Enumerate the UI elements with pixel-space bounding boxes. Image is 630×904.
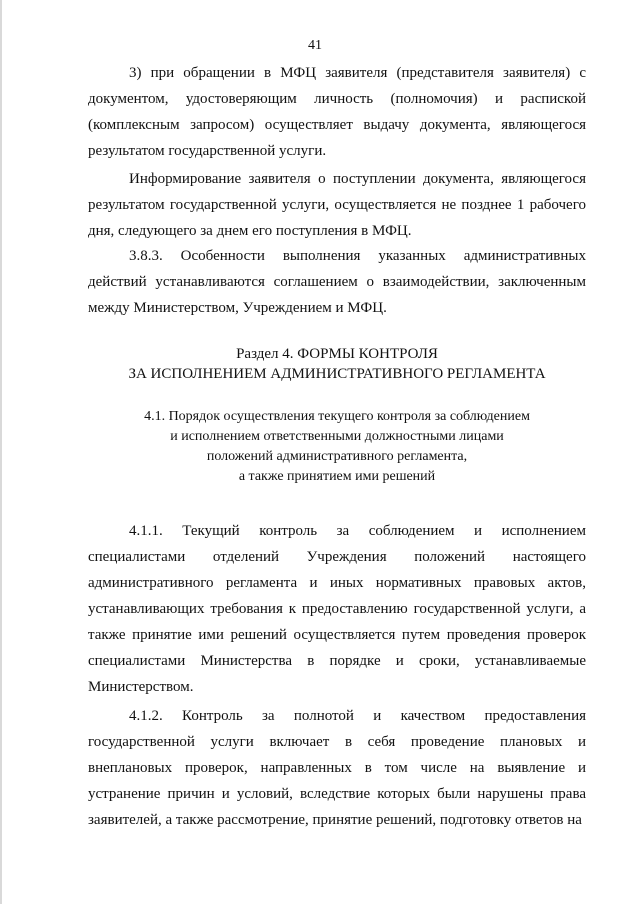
page-number: 41 xyxy=(308,38,322,53)
section-heading-line-1: Раздел 4. ФОРМЫ КОНТРОЛЯ xyxy=(236,346,438,362)
subsection-heading-line-1: 4.1. Порядок осуществления текущего контроля за соблюдением xyxy=(144,409,530,424)
paragraph-2 xyxy=(88,166,586,244)
paragraph-3 xyxy=(88,243,586,321)
section-heading xyxy=(88,344,586,384)
paragraph-4 xyxy=(88,518,586,700)
paragraph-text: 4.1.2. Контроль за полнотой и качеством предоставления государственной услуги включает в себя проведение плановых и внеплановых проверок, направленных в том числе на выявление и устранение причин и условий, вследствие которых были нарушены права заявителей, а также рассмотрение, принятие решений, подготовку ответов на xyxy=(88,708,586,828)
paragraph-text: 3.8.3. Особенности выполнения указанных административных действий устанавливаются соглашением о взаимодействии, заключенным между Министерством, Учреждением и МФЦ. xyxy=(88,248,586,316)
paragraph-text: 3) при обращении в МФЦ заявителя (представителя заявителя) с документом, удостоверяющим личность (полномочия) и распиской (комплексным запросом) осуществляет выдачу документа, являющегося результатом государственной услуги. xyxy=(88,65,586,159)
paragraph-text: 4.1.1. Текущий контроль за соблюдением и исполнением специалистами отделений Учреждения положений настоящего административного регламента и иных нормативных правовых актов, устанавливающих требования к предоставлению государственной услуги, а также принятие ими решений осуществляется путем проведения проверок специалистами Министерства в порядке и сроки, устанавливаемые Министерством. xyxy=(88,523,586,695)
subsection-heading-line-2: и исполнением ответственными должностными лицами xyxy=(170,429,504,444)
subsection-heading xyxy=(88,407,586,487)
paragraph-1 xyxy=(88,60,586,164)
subsection-heading-line-4: а также принятием ими решений xyxy=(238,469,436,484)
section-heading-line-2: ЗА ИСПОЛНЕНИЕМ АДМИНИСТРАТИВНОГО РЕГЛАМЕНТА xyxy=(128,366,546,382)
paragraph-text: Информирование заявителя о поступлении документа, являющегося результатом государственной услуги, осуществляется не позднее 1 рабочего дня, следующего за днем его поступления в МФЦ. xyxy=(88,171,586,239)
scan-edge-shadow xyxy=(0,0,2,904)
subsection-heading-line-3: положений административного регламента, xyxy=(206,449,468,464)
paragraph-5 xyxy=(88,703,586,833)
